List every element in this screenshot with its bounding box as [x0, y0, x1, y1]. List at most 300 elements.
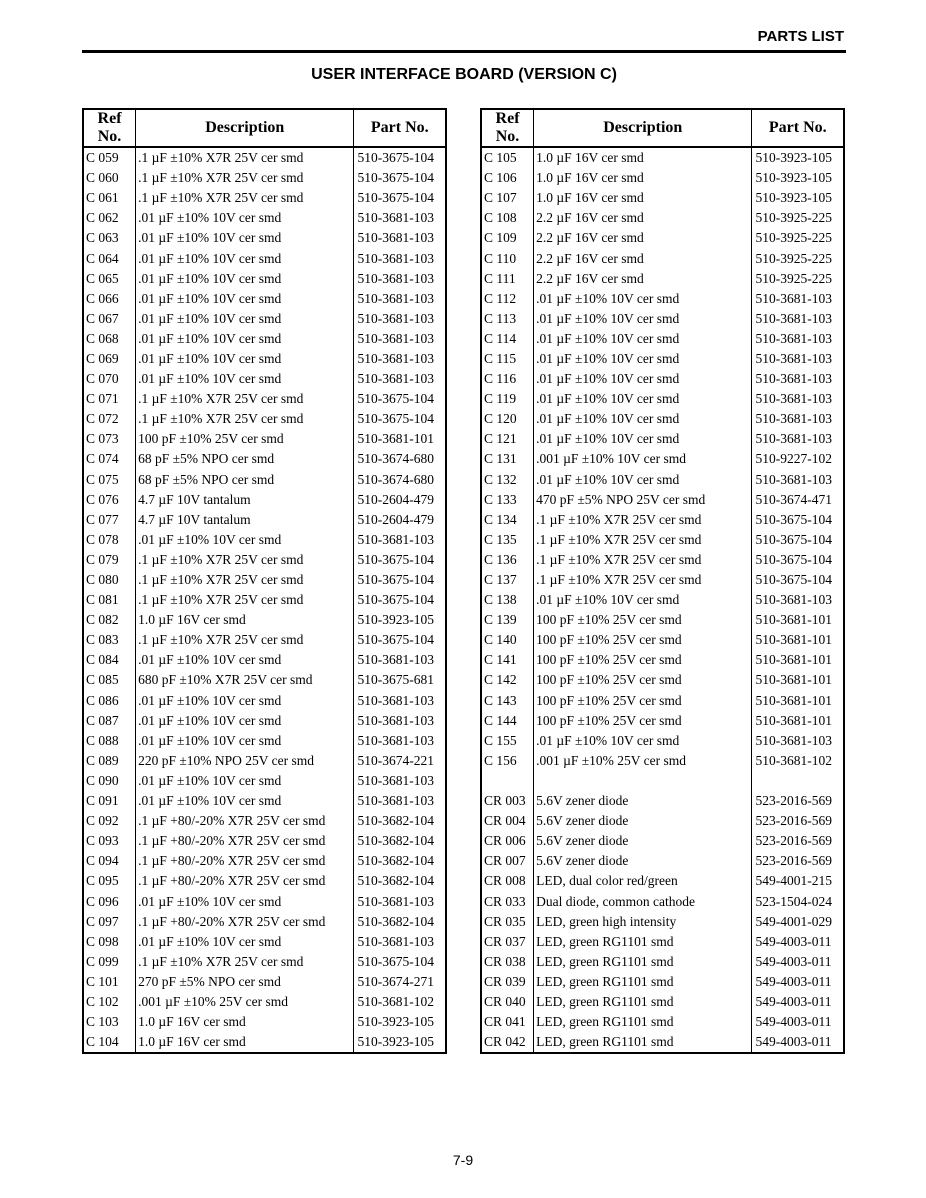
part-number-cell: 523-2016-569 — [755, 833, 832, 849]
description-cell: 1.0 µF 16V cer smd — [136, 1012, 354, 1032]
table-row — [83, 429, 446, 449]
table-row — [481, 610, 844, 630]
description-cell: .1 µF +80/-20% X7R 25V cer smd — [136, 871, 354, 891]
ref-cell: C 115 — [481, 349, 534, 369]
part-number-cell: 510-3674-271 — [357, 973, 434, 989]
table-row — [481, 670, 844, 690]
table-row — [83, 791, 446, 811]
part-number-cell: 510-3681-103 — [357, 270, 434, 286]
ref-cell: C 081 — [83, 590, 136, 610]
part-number-cell: 510-3681-101 — [755, 712, 832, 728]
table-row — [481, 289, 844, 309]
part-number-cell: 549-4003-011 — [755, 993, 832, 1009]
ref-cell: CR 004 — [481, 811, 534, 831]
table-row — [481, 851, 844, 871]
table-row — [481, 630, 844, 650]
description-cell: .1 µF ±10% X7R 25V cer smd — [534, 570, 752, 590]
description-cell: .1 µF ±10% X7R 25V cer smd — [136, 570, 354, 590]
description-cell: .01 µF ±10% 10V cer smd — [534, 309, 752, 329]
ref-cell: C 140 — [481, 630, 534, 650]
description-cell: .1 µF ±10% X7R 25V cer smd — [136, 630, 354, 650]
description-cell: .01 µF ±10% 10V cer smd — [136, 791, 354, 811]
description-cell: .01 µF ±10% 10V cer smd — [136, 932, 354, 952]
description-cell: LED, dual color red/green — [534, 871, 752, 891]
table-header-row — [481, 109, 844, 147]
part-number-cell: 510-3681-103 — [357, 210, 434, 226]
description-cell: .01 µF ±10% 10V cer smd — [136, 208, 354, 228]
ref-cell: C 105 — [481, 147, 534, 168]
part-number-cell: 510-3681-103 — [755, 310, 832, 326]
table-row — [481, 228, 844, 248]
ref-cell: C 110 — [481, 248, 534, 268]
part-number-cell: 510-3681-103 — [357, 250, 434, 266]
table-row — [83, 811, 446, 831]
ref-cell: C 144 — [481, 711, 534, 731]
table-row — [481, 751, 844, 771]
part-number-cell: 510-3681-103 — [755, 371, 832, 387]
ref-cell: C 114 — [481, 329, 534, 349]
description-cell: 1.0 µF 16V cer smd — [534, 147, 752, 168]
description-cell: .01 µF ±10% 10V cer smd — [136, 329, 354, 349]
part-number-cell: 549-4003-011 — [755, 953, 832, 969]
description-cell: .01 µF ±10% 10V cer smd — [534, 429, 752, 449]
part-number-cell: 510-3681-103 — [357, 230, 434, 246]
table-row — [481, 248, 844, 268]
table-row — [83, 670, 446, 690]
description-cell: LED, green RG1101 smd — [534, 932, 752, 952]
ref-cell: C 141 — [481, 650, 534, 670]
column-header-ref: Ref No. — [481, 109, 534, 147]
description-cell: 100 pF ±10% 25V cer smd — [534, 711, 752, 731]
part-number-cell: 510-3674-221 — [357, 752, 434, 768]
description-cell: .1 µF ±10% X7R 25V cer smd — [136, 188, 354, 208]
ref-cell: C 069 — [83, 349, 136, 369]
ref-cell — [481, 771, 534, 791]
ref-cell: C 133 — [481, 490, 534, 510]
table-row — [481, 891, 844, 911]
ref-cell: C 090 — [83, 771, 136, 791]
part-number-cell: 510-3681-103 — [755, 391, 832, 407]
part-number-cell: 549-4001-215 — [755, 873, 832, 889]
section-header: PARTS LIST — [757, 28, 844, 45]
description-cell: .01 µF ±10% 10V cer smd — [136, 530, 354, 550]
description-cell: .01 µF ±10% 10V cer smd — [136, 309, 354, 329]
part-number-cell: 510-3681-101 — [755, 672, 832, 688]
ref-cell: CR 040 — [481, 992, 534, 1012]
table-row — [481, 932, 844, 952]
part-number-cell: 510-3681-103 — [357, 310, 434, 326]
part-number-cell — [752, 771, 844, 791]
table-row — [481, 952, 844, 972]
description-cell: 2.2 µF 16V cer smd — [534, 228, 752, 248]
ref-cell: C 156 — [481, 751, 534, 771]
ref-cell: C 070 — [83, 369, 136, 389]
table-row — [83, 530, 446, 550]
ref-cell: C 087 — [83, 711, 136, 731]
ref-cell: C 113 — [481, 309, 534, 329]
table-row — [481, 188, 844, 208]
part-number-cell: 510-3681-103 — [755, 330, 832, 346]
table-row — [83, 409, 446, 429]
description-cell: 5.6V zener diode — [534, 811, 752, 831]
ref-cell: CR 037 — [481, 932, 534, 952]
part-number-cell: 510-3923-105 — [755, 170, 832, 186]
part-number-cell: 510-2604-479 — [357, 511, 434, 527]
table-row — [481, 731, 844, 751]
description-cell: .1 µF ±10% X7R 25V cer smd — [136, 409, 354, 429]
part-number-cell: 510-3923-105 — [755, 190, 832, 206]
part-number-cell: 510-3681-103 — [357, 330, 434, 346]
part-number-cell: 510-3681-103 — [357, 893, 434, 909]
description-cell: .01 µF ±10% 10V cer smd — [136, 349, 354, 369]
description-cell: .001 µF ±10% 10V cer smd — [534, 449, 752, 469]
table-row — [481, 208, 844, 228]
table-row — [83, 349, 446, 369]
table-row — [481, 570, 844, 590]
description-cell: .1 µF ±10% X7R 25V cer smd — [534, 550, 752, 570]
part-number-cell: 523-2016-569 — [755, 853, 832, 869]
header-divider — [82, 50, 846, 53]
part-number-cell: 510-3681-103 — [357, 732, 434, 748]
description-cell: .01 µF ±10% 10V cer smd — [136, 228, 354, 248]
part-number-cell: 510-3681-103 — [357, 793, 434, 809]
description-cell: .01 µF ±10% 10V cer smd — [136, 248, 354, 268]
ref-cell: C 132 — [481, 470, 534, 490]
description-cell: .1 µF +80/-20% X7R 25V cer smd — [136, 851, 354, 871]
part-number-cell: 510-3681-101 — [357, 431, 434, 447]
parts-table-left — [82, 108, 447, 1054]
ref-cell: C 097 — [83, 912, 136, 932]
ref-cell: C 120 — [481, 409, 534, 429]
part-number-cell: 510-3675-104 — [357, 551, 434, 567]
table-row — [481, 269, 844, 289]
table-row — [83, 449, 446, 469]
ref-cell: CR 042 — [481, 1032, 534, 1053]
table-row — [481, 309, 844, 329]
table-row — [83, 389, 446, 409]
part-number-cell: 523-1504-024 — [755, 893, 832, 909]
table-row — [83, 289, 446, 309]
table-row — [481, 811, 844, 831]
table-row — [481, 972, 844, 992]
table-row — [83, 771, 446, 791]
description-cell: 1.0 µF 16V cer smd — [136, 610, 354, 630]
part-number-cell: 510-3681-103 — [755, 290, 832, 306]
table-row — [481, 992, 844, 1012]
description-cell: Dual diode, common cathode — [534, 891, 752, 911]
description-cell: .1 µF ±10% X7R 25V cer smd — [136, 590, 354, 610]
table-row — [481, 409, 844, 429]
column-header-part: Part No. — [752, 109, 844, 147]
part-number-cell: 510-3682-104 — [357, 853, 434, 869]
ref-cell: C 091 — [83, 791, 136, 811]
description-cell: 100 pF ±10% 25V cer smd — [136, 429, 354, 449]
part-number-cell: 510-3681-103 — [357, 712, 434, 728]
description-cell: 100 pF ±10% 25V cer smd — [534, 691, 752, 711]
ref-cell: C 077 — [83, 510, 136, 530]
ref-cell: C 093 — [83, 831, 136, 851]
table-row — [481, 449, 844, 469]
part-number-cell: 510-3675-104 — [357, 632, 434, 648]
table-row — [481, 711, 844, 731]
ref-cell: C 085 — [83, 670, 136, 690]
part-number-cell: 549-4001-029 — [755, 913, 832, 929]
ref-cell: CR 041 — [481, 1012, 534, 1032]
description-cell: 2.2 µF 16V cer smd — [534, 208, 752, 228]
part-number-cell: 510-3675-104 — [357, 953, 434, 969]
table-row — [481, 510, 844, 530]
ref-cell: C 116 — [481, 369, 534, 389]
table-row — [481, 470, 844, 490]
description-cell: .1 µF ±10% X7R 25V cer smd — [136, 168, 354, 188]
ref-cell: C 106 — [481, 168, 534, 188]
ref-cell: C 135 — [481, 530, 534, 550]
description-cell: LED, green RG1101 smd — [534, 952, 752, 972]
description-cell: 680 pF ±10% X7R 25V cer smd — [136, 670, 354, 690]
table-row — [83, 490, 446, 510]
part-number-cell: 510-3681-101 — [755, 612, 832, 628]
ref-cell: CR 007 — [481, 851, 534, 871]
description-cell: .1 µF ±10% X7R 25V cer smd — [136, 550, 354, 570]
description-cell: 1.0 µF 16V cer smd — [534, 188, 752, 208]
description-cell: 4.7 µF 10V tantalum — [136, 490, 354, 510]
description-cell: LED, green high intensity — [534, 912, 752, 932]
part-number-cell: 510-3675-681 — [357, 672, 434, 688]
table-row — [481, 1012, 844, 1032]
ref-cell: C 089 — [83, 751, 136, 771]
part-number-cell: 510-3681-103 — [357, 692, 434, 708]
ref-cell: C 098 — [83, 932, 136, 952]
ref-cell: C 075 — [83, 470, 136, 490]
table-row — [481, 168, 844, 188]
part-number-cell: 510-9227-102 — [755, 451, 832, 467]
table-row — [481, 871, 844, 891]
ref-cell: C 072 — [83, 409, 136, 429]
table-row — [83, 309, 446, 329]
table-row — [481, 831, 844, 851]
ref-cell: C 078 — [83, 530, 136, 550]
description-cell: 100 pF ±10% 25V cer smd — [534, 670, 752, 690]
description-cell: .01 µF ±10% 10V cer smd — [534, 369, 752, 389]
ref-cell: C 064 — [83, 248, 136, 268]
part-number-cell: 510-3674-680 — [357, 451, 434, 467]
description-cell: 100 pF ±10% 25V cer smd — [534, 630, 752, 650]
column-header-description: Description — [136, 109, 354, 147]
table-row — [83, 992, 446, 1012]
description-cell: 470 pF ±5% NPO 25V cer smd — [534, 490, 752, 510]
ref-cell: C 103 — [83, 1012, 136, 1032]
ref-cell: C 067 — [83, 309, 136, 329]
table-row — [83, 1032, 446, 1053]
table-row — [83, 711, 446, 731]
description-cell: 4.7 µF 10V tantalum — [136, 510, 354, 530]
table-row — [83, 248, 446, 268]
ref-cell: C 119 — [481, 389, 534, 409]
table-row — [481, 771, 844, 791]
description-cell: 270 pF ±5% NPO cer smd — [136, 972, 354, 992]
table-row — [83, 610, 446, 630]
part-number-cell: 549-4003-011 — [755, 933, 832, 949]
ref-cell: C 139 — [481, 610, 534, 630]
ref-cell: C 143 — [481, 691, 534, 711]
description-cell: 100 pF ±10% 25V cer smd — [534, 610, 752, 630]
description-cell: .01 µF ±10% 10V cer smd — [534, 409, 752, 429]
table-row — [83, 228, 446, 248]
ref-cell: C 086 — [83, 691, 136, 711]
table-row — [83, 550, 446, 570]
table-row — [83, 691, 446, 711]
column-header-description: Description — [534, 109, 752, 147]
part-number-cell: 510-3681-103 — [755, 471, 832, 487]
ref-cell: CR 035 — [481, 912, 534, 932]
ref-cell: C 080 — [83, 570, 136, 590]
part-number-cell: 510-3675-104 — [755, 551, 832, 567]
description-cell: .01 µF ±10% 10V cer smd — [136, 369, 354, 389]
page-number: 7-9 — [452, 1152, 474, 1168]
part-number-cell: 510-3681-103 — [357, 933, 434, 949]
table-row — [481, 147, 844, 168]
description-cell: 100 pF ±10% 25V cer smd — [534, 650, 752, 670]
part-number-cell: 510-3681-103 — [357, 350, 434, 366]
ref-cell: C 076 — [83, 490, 136, 510]
description-cell: .01 µF ±10% 10V cer smd — [534, 349, 752, 369]
part-number-cell: 549-4003-011 — [755, 1034, 832, 1050]
table-row — [83, 871, 446, 891]
ref-cell: C 102 — [83, 992, 136, 1012]
ref-cell: C 111 — [481, 269, 534, 289]
part-number-cell: 510-3682-104 — [357, 813, 434, 829]
column-header-part: Part No. — [354, 109, 446, 147]
table-row — [83, 731, 446, 751]
table-row — [83, 208, 446, 228]
table-row — [83, 188, 446, 208]
part-number-cell: 510-3681-103 — [755, 592, 832, 608]
part-number-cell: 510-3675-104 — [357, 572, 434, 588]
table-header-row — [83, 109, 446, 147]
part-number-cell: 510-3925-225 — [755, 230, 832, 246]
part-number-cell: 510-3682-104 — [357, 873, 434, 889]
description-cell: .01 µF ±10% 10V cer smd — [534, 470, 752, 490]
description-cell: 2.2 µF 16V cer smd — [534, 248, 752, 268]
table-row — [481, 429, 844, 449]
description-cell: 2.2 µF 16V cer smd — [534, 269, 752, 289]
table-row — [83, 168, 446, 188]
part-number-cell: 510-3682-104 — [357, 833, 434, 849]
part-number-cell: 510-3682-104 — [357, 913, 434, 929]
description-cell: .01 µF ±10% 10V cer smd — [136, 650, 354, 670]
ref-cell: CR 033 — [481, 891, 534, 911]
part-number-cell: 510-3681-103 — [357, 772, 434, 788]
ref-cell: C 088 — [83, 731, 136, 751]
ref-cell: C 101 — [83, 972, 136, 992]
description-cell: .01 µF ±10% 10V cer smd — [136, 771, 354, 791]
part-number-cell: 510-3923-105 — [357, 1034, 434, 1050]
part-number-cell: 510-3923-105 — [357, 1014, 434, 1030]
ref-cell: C 109 — [481, 228, 534, 248]
table-row — [481, 369, 844, 389]
table-row — [481, 1032, 844, 1053]
description-cell: .1 µF +80/-20% X7R 25V cer smd — [136, 831, 354, 851]
table-row — [83, 269, 446, 289]
table-row — [83, 851, 446, 871]
description-cell: .1 µF ±10% X7R 25V cer smd — [136, 147, 354, 168]
table-row — [481, 791, 844, 811]
description-cell: 1.0 µF 16V cer smd — [534, 168, 752, 188]
description-cell: .01 µF ±10% 10V cer smd — [136, 731, 354, 751]
ref-cell: C 108 — [481, 208, 534, 228]
description-cell: .1 µF +80/-20% X7R 25V cer smd — [136, 912, 354, 932]
part-number-cell: 510-3681-102 — [357, 993, 434, 1009]
part-number-cell: 510-3925-225 — [755, 270, 832, 286]
description-cell: .1 µF ±10% X7R 25V cer smd — [136, 952, 354, 972]
ref-cell: C 065 — [83, 269, 136, 289]
part-number-cell: 510-3681-101 — [755, 652, 832, 668]
part-number-cell: 510-3925-225 — [755, 250, 832, 266]
description-cell: 68 pF ±5% NPO cer smd — [136, 470, 354, 490]
table-row — [83, 147, 446, 168]
ref-cell: CR 039 — [481, 972, 534, 992]
ref-cell: C 094 — [83, 851, 136, 871]
ref-cell: C 112 — [481, 289, 534, 309]
ref-cell: CR 008 — [481, 871, 534, 891]
table-row — [83, 831, 446, 851]
part-number-cell: 510-3675-104 — [357, 170, 434, 186]
table-row — [481, 349, 844, 369]
part-number-cell: 510-2604-479 — [357, 491, 434, 507]
page-title: USER INTERFACE BOARD (VERSION C) — [311, 66, 617, 83]
description-cell: .01 µF ±10% 10V cer smd — [136, 691, 354, 711]
ref-cell: C 134 — [481, 510, 534, 530]
description-cell: .1 µF ±10% X7R 25V cer smd — [534, 530, 752, 550]
ref-cell: C 137 — [481, 570, 534, 590]
table-row — [481, 550, 844, 570]
part-number-cell: 510-3674-680 — [357, 471, 434, 487]
description-cell: .01 µF ±10% 10V cer smd — [534, 590, 752, 610]
description-cell: 5.6V zener diode — [534, 851, 752, 871]
parts-table-right — [480, 108, 845, 1054]
ref-cell: C 079 — [83, 550, 136, 570]
table-row — [83, 952, 446, 972]
table-row — [83, 972, 446, 992]
part-number-cell: 510-3675-104 — [357, 592, 434, 608]
description-cell: 68 pF ±5% NPO cer smd — [136, 449, 354, 469]
table-row — [83, 912, 446, 932]
table-row — [83, 650, 446, 670]
ref-cell: C 066 — [83, 289, 136, 309]
description-cell: .01 µF ±10% 10V cer smd — [136, 891, 354, 911]
ref-cell: C 061 — [83, 188, 136, 208]
part-number-cell: 510-3923-105 — [357, 612, 434, 628]
description-cell: 220 pF ±10% NPO 25V cer smd — [136, 751, 354, 771]
ref-cell: C 099 — [83, 952, 136, 972]
table-row — [83, 369, 446, 389]
ref-cell: C 063 — [83, 228, 136, 248]
ref-cell: C 131 — [481, 449, 534, 469]
ref-cell: C 121 — [481, 429, 534, 449]
description-cell: .01 µF ±10% 10V cer smd — [136, 269, 354, 289]
description-cell: .01 µF ±10% 10V cer smd — [534, 289, 752, 309]
part-number-cell: 510-3925-225 — [755, 210, 832, 226]
table-row — [481, 590, 844, 610]
table-row — [83, 751, 446, 771]
description-cell: 5.6V zener diode — [534, 791, 752, 811]
description-cell: .1 µF +80/-20% X7R 25V cer smd — [136, 811, 354, 831]
table-row — [83, 470, 446, 490]
table-row — [83, 630, 446, 650]
table-row — [83, 590, 446, 610]
ref-cell: C 104 — [83, 1032, 136, 1053]
description-cell: LED, green RG1101 smd — [534, 1032, 752, 1053]
